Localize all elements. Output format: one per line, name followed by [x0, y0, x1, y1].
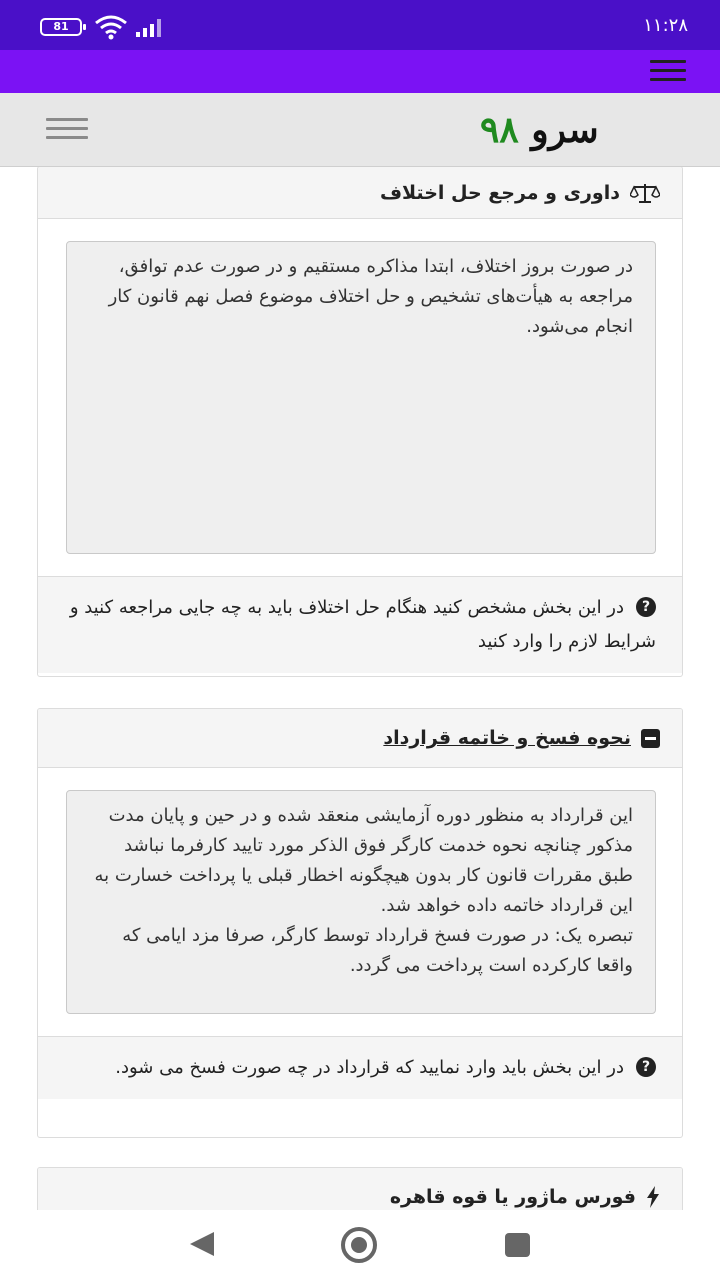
- menu-icon[interactable]: [650, 60, 686, 82]
- hamburger-menu-icon[interactable]: [46, 118, 88, 140]
- status-bar: [0, 0, 720, 50]
- question-icon: ?: [636, 597, 656, 617]
- section-title[interactable]: نحوه فسخ و خاتمه قرارداد: [383, 727, 631, 749]
- battery-icon: [40, 18, 82, 36]
- status-time: ۱۱:۲۸: [643, 15, 688, 36]
- brand-number: ۹۸: [480, 109, 519, 151]
- section-header: [38, 1168, 682, 1210]
- back-icon[interactable]: [190, 1232, 214, 1256]
- system-nav-bar: [0, 1210, 720, 1280]
- top-nav-bar: [0, 50, 720, 93]
- minus-square-icon[interactable]: [641, 729, 660, 748]
- section-force-majeure: [37, 1167, 683, 1210]
- section-header: [38, 167, 682, 219]
- section-arbitration: [37, 167, 683, 677]
- main-content: [0, 167, 720, 1210]
- section-title: داوری و مرجع حل اختلاف: [379, 181, 620, 204]
- section-termination: [37, 708, 683, 1138]
- section-body: [38, 219, 682, 576]
- bolt-icon: [646, 1186, 660, 1208]
- section-body: [38, 768, 682, 1036]
- section-header[interactable]: [38, 709, 682, 768]
- wifi-icon: [94, 14, 128, 40]
- battery-level: 81: [53, 20, 69, 33]
- arbitration-textarea[interactable]: در صورت بروز اختلاف، ابتدا مذاکره مستقیم و در صورت عدم توافق، مراجعه به هیأت‌های تشخیص و حل اختلاف موضوع فصل نهم قانون کار انجام می‌شود.: [66, 241, 656, 554]
- question-icon: ?: [636, 1057, 656, 1077]
- section-help: [38, 1036, 682, 1099]
- recent-apps-icon[interactable]: [505, 1233, 530, 1257]
- home-icon[interactable]: [341, 1227, 377, 1263]
- help-text: در این بخش مشخص کنید هنگام حل اختلاف باید به چه جایی مراجعه کنید و شرایط لازم را وارد کنید: [69, 597, 656, 652]
- brand-word: سرو: [531, 109, 599, 151]
- section-title: فورس ماژور یا قوه قاهره: [389, 1186, 636, 1208]
- signal-icon: [134, 16, 166, 38]
- scale-icon: [630, 182, 660, 204]
- section-help: [38, 576, 682, 673]
- termination-textarea[interactable]: این قرارداد به منظور دوره آزمایشی منعقد شده و در حین و پایان مدت مذکور چنانچه نحوه خدمت کارگر فوق الذکر مورد تایید کارفرما نباشد طبق مقررات قانون کار بدون هیچگونه اخطار قبلی یا پرداخت خسارت به این قرارداد خاتمه داده خواهد شد. تبصره یک: در صورت فسخ قرارداد توسط کارگر، صرفا مزد ایامی که واقعا کارکرده است پرداخت می گردد.: [66, 790, 656, 1014]
- help-text: در این بخش باید وارد نمایید که قرارداد در چه صورت فسخ می شود.: [115, 1057, 624, 1078]
- site-header: [0, 93, 720, 167]
- brand-logo[interactable]: [480, 109, 599, 151]
